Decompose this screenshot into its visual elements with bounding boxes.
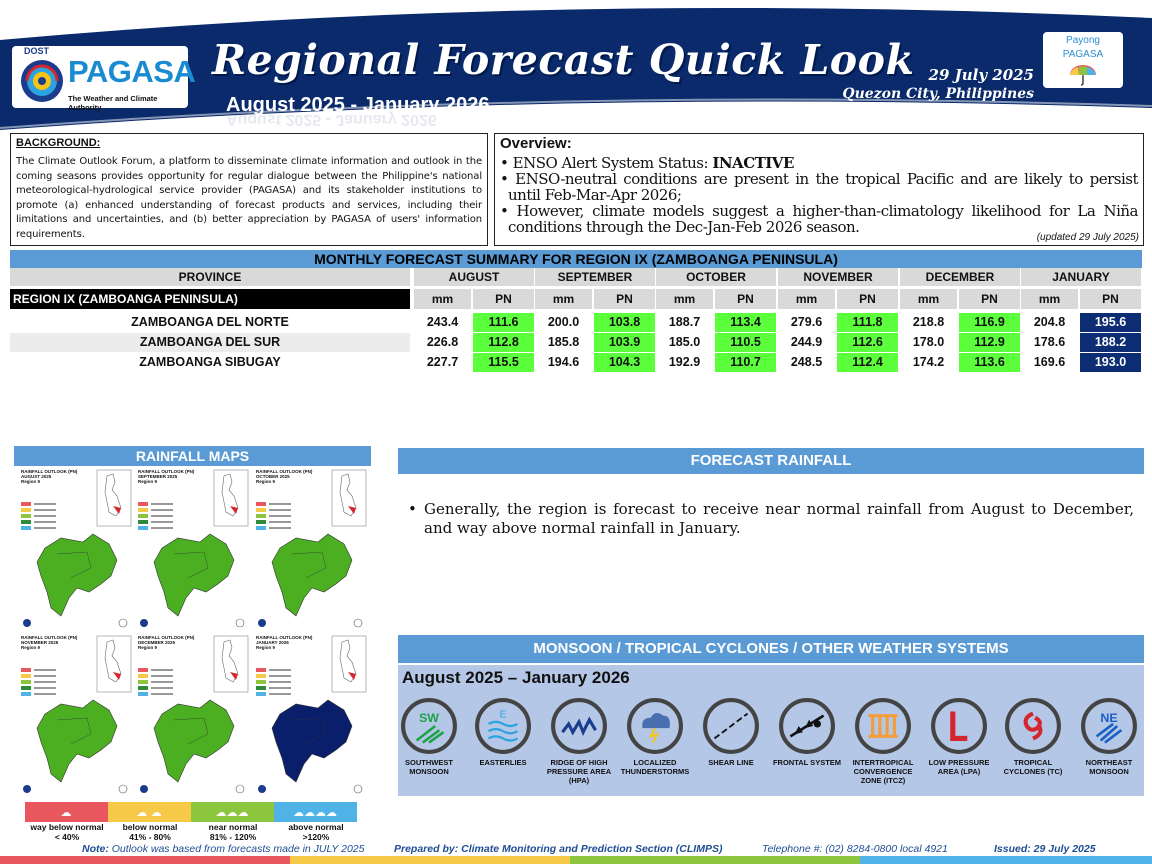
weather-symbol-icon bbox=[108, 802, 191, 822]
percent-normal-cell: 188.2 bbox=[1080, 333, 1141, 352]
overview-bullet-la-nina: • However, climate models suggest a higher-than-climatology likelihood for La Niña conditions through the Dec-Jan-Feb 2026 season. bbox=[500, 202, 1138, 236]
southwest-monsoon-icon bbox=[400, 697, 458, 755]
table-row bbox=[10, 313, 1142, 332]
footer-note bbox=[82, 843, 364, 855]
percent-normal-cell: 104.3 bbox=[594, 353, 655, 372]
map-title: RAINFALL OUTLOOK (PN) OCTOBER 2025 Region 9 bbox=[256, 469, 313, 484]
svg-text:NE: NE bbox=[1100, 710, 1118, 725]
enso-status-value: INACTIVE bbox=[712, 154, 794, 172]
weather-system-item bbox=[772, 697, 842, 767]
weather-system-label: SHEAR LINE bbox=[708, 758, 754, 767]
pagasa-logo bbox=[12, 46, 196, 112]
table-row bbox=[10, 353, 1142, 372]
region-map-icon bbox=[17, 468, 133, 631]
rainfall-maps-grid bbox=[14, 468, 371, 800]
unit-mm-header: mm bbox=[414, 289, 471, 309]
weather-system-item bbox=[620, 697, 690, 776]
issue-location: Quezon City, Philippines bbox=[842, 86, 1034, 102]
weather-system-label: TROPICAL CYCLONES (TC) bbox=[1003, 758, 1063, 776]
percent-normal-cell: 112.8 bbox=[473, 333, 534, 352]
bar-segment-yellow bbox=[290, 856, 570, 864]
weather-system-item bbox=[544, 697, 614, 785]
unit-pn-header: PN bbox=[1080, 289, 1141, 309]
province-name: ZAMBOANGA DEL NORTE bbox=[131, 315, 289, 329]
la-nina-text: However, climate models suggest a higher-than-climatology likelihood for La Niña conditions through the Dec-Jan-Feb 2026 season. bbox=[508, 202, 1138, 236]
month-header-november: NOVEMBER bbox=[778, 268, 898, 286]
percent-normal-cell: 193.0 bbox=[1080, 353, 1141, 372]
footer bbox=[0, 843, 1152, 857]
map-title: RAINFALL OUTLOOK (PN) JANUARY 2026 Region 9 bbox=[256, 635, 313, 650]
rainfall-map bbox=[134, 634, 250, 797]
weather-system-label: INTERTROPICAL CONVERGENCE ZONE (ITCZ) bbox=[852, 758, 914, 785]
unit-pn-header: PN bbox=[715, 289, 776, 309]
percent-normal-cell: 111.8 bbox=[837, 313, 898, 332]
svg-text:☁ ☁: ☁ ☁ bbox=[136, 806, 162, 819]
percent-normal-cell: 103.9 bbox=[594, 333, 655, 352]
enso-neutral-text: ENSO-neutral conditions are present in the tropical Pacific and are likely to persist until Feb-Mar-Apr 2026; bbox=[508, 170, 1138, 204]
svg-text:☁☁☁: ☁☁☁ bbox=[215, 806, 249, 819]
enso-status-prefix: ENSO Alert System Status: bbox=[512, 154, 713, 172]
percent-normal-cell: 111.6 bbox=[473, 313, 534, 332]
forecast-rainfall-heading: FORECAST RAINFALL bbox=[398, 448, 1144, 474]
rainfall-mm-cell: 194.6 bbox=[547, 355, 580, 369]
background-panel bbox=[10, 133, 488, 246]
region-map-icon bbox=[134, 468, 250, 631]
unit-pn-header: PN bbox=[473, 289, 534, 309]
forecast-rainfall-body: Generally, the region is forecast to receive near normal rainfall from August to December, and way above normal rainfall in January. bbox=[424, 500, 1134, 537]
bar-segment-green bbox=[570, 856, 860, 864]
weather-system-item bbox=[848, 697, 918, 785]
overview-bullet-enso-neutral: • ENSO-neutral conditions are present in the tropical Pacific and are likely to persist until Feb-Mar-Apr 2026; bbox=[500, 170, 1138, 204]
percent-normal-cell: 116.9 bbox=[959, 313, 1020, 332]
rainfall-mm-cell: 244.9 bbox=[790, 335, 823, 349]
bar-segment-blue bbox=[860, 856, 1152, 864]
weather-system-item bbox=[1074, 697, 1144, 776]
agency-tagline: The Weather and Climate Authority bbox=[68, 94, 158, 112]
rainfall-mm-cell: 169.6 bbox=[1033, 355, 1066, 369]
bullet-icon: • bbox=[408, 500, 417, 518]
ridge-hpa-icon bbox=[550, 697, 608, 755]
unit-mm-header: mm bbox=[1021, 289, 1078, 309]
legend-label: near normal 81% - 120% bbox=[208, 822, 258, 842]
rainfall-mm-cell: 200.0 bbox=[547, 315, 580, 329]
weather-system-item bbox=[696, 697, 766, 767]
weather-symbol-icon bbox=[191, 802, 274, 822]
rainfall-map bbox=[17, 468, 133, 631]
rainfall-mm-cell: 174.2 bbox=[912, 355, 945, 369]
map-title: RAINFALL OUTLOOK (PN) DECEMBER 2025 Region 9 bbox=[138, 635, 195, 650]
rainfall-mm-cell: 178.0 bbox=[912, 335, 945, 349]
weather-system-label: NORTHEAST MONSOON bbox=[1085, 758, 1133, 776]
footer-telephone: Telephone #: (02) 8284-0800 local 4921 bbox=[762, 843, 948, 855]
overview-updated: (updated 29 July 2025) bbox=[1036, 232, 1139, 243]
agency-name: PAGASA bbox=[68, 54, 196, 89]
weather-systems-panel bbox=[398, 665, 1144, 796]
legend-swatch bbox=[274, 802, 357, 822]
percent-normal-cell: 195.6 bbox=[1080, 313, 1141, 332]
percent-normal-cell: 112.6 bbox=[837, 333, 898, 352]
unit-pn-header: PN bbox=[837, 289, 898, 309]
weather-system-label: EASTERLIES bbox=[479, 758, 527, 767]
percent-normal-cell: 110.5 bbox=[715, 333, 776, 352]
weather-system-label: LOW PRESSURE AREA (LPA) bbox=[928, 758, 990, 776]
weather-system-label: RIDGE OF HIGH PRESSURE AREA (HPA) bbox=[546, 758, 612, 785]
rainfall-map bbox=[17, 634, 133, 797]
unit-pn-header: PN bbox=[959, 289, 1020, 309]
weather-system-label: SOUTHWEST MONSOON bbox=[405, 758, 453, 776]
umbrella-icon bbox=[1068, 64, 1098, 86]
legend-label: above normal >120% bbox=[288, 822, 344, 842]
footer-note-label: Note: bbox=[82, 843, 109, 855]
legend-swatch bbox=[191, 802, 274, 822]
table-month-header bbox=[10, 268, 1142, 288]
unit-mm-header: mm bbox=[778, 289, 835, 309]
rainfall-map bbox=[252, 468, 368, 631]
weather-system-item bbox=[998, 697, 1068, 776]
region-map-icon bbox=[252, 634, 368, 797]
province-name: ZAMBOANGA DEL SUR bbox=[10, 333, 410, 352]
table-row bbox=[10, 333, 1142, 352]
unit-pn-header: PN bbox=[594, 289, 655, 309]
rainfall-mm-cell: 185.8 bbox=[547, 335, 580, 349]
overview-heading: Overview: bbox=[500, 135, 572, 152]
rainfall-mm-cell: 192.9 bbox=[668, 355, 701, 369]
weather-systems-heading: MONSOON / TROPICAL CYCLONES / OTHER WEATHER SYSTEMS bbox=[398, 635, 1144, 663]
weather-symbol-icon bbox=[25, 802, 108, 822]
svg-text:SW: SW bbox=[419, 710, 439, 725]
weather-symbol-icon bbox=[274, 802, 357, 822]
legend-swatch bbox=[108, 802, 191, 822]
rainfall-mm-cell: 227.7 bbox=[426, 355, 459, 369]
table-unit-header bbox=[10, 289, 1142, 309]
footer-color-bar bbox=[0, 856, 1152, 864]
region-map-icon bbox=[17, 634, 133, 797]
dost-label: DOST bbox=[24, 46, 50, 56]
footer-note-text: Outlook was based from forecasts made in JULY 2025 bbox=[108, 843, 365, 855]
payong-pagasa-label: PAGASA bbox=[1062, 49, 1104, 60]
svg-text:☁☁☁☁: ☁☁☁☁ bbox=[293, 806, 337, 819]
weather-system-item bbox=[468, 697, 538, 767]
month-header-january: JANUARY bbox=[1021, 268, 1141, 286]
tropical-cyclone-icon bbox=[1004, 697, 1062, 755]
easterlies-icon bbox=[474, 697, 532, 755]
rainfall-mm-cell: 188.7 bbox=[668, 315, 701, 329]
percent-normal-cell: 113.4 bbox=[715, 313, 776, 332]
rainfall-mm-cell: 178.6 bbox=[1033, 335, 1066, 349]
footer-prepared: Prepared by: Climate Monitoring and Prediction Section (CLIMPS) bbox=[394, 843, 723, 855]
rainfall-legend bbox=[25, 802, 357, 822]
legend-swatch bbox=[25, 802, 108, 822]
region-label: REGION IX (ZAMBOANGA PENINSULA) bbox=[10, 289, 410, 309]
background-text: The Climate Outlook Forum, a platform to disseminate climate information and outlook in the coming seasons provides opportunity for regular dialogue between the Philippine's national meteorological-hydrological service provider (PAGASA) and its stakeholder institutions to promote (a) enhanced understanding of forecast products and services, including their limitations and uncertainties, and (b) better appreciation by PAGASA of users' information requirements. bbox=[16, 156, 482, 240]
rainfall-mm-cell: 204.8 bbox=[1033, 315, 1066, 329]
rainfall-map bbox=[134, 468, 250, 631]
payong-label: Payong bbox=[1066, 35, 1100, 46]
shear-line-icon bbox=[702, 697, 760, 755]
itcz-icon bbox=[854, 697, 912, 755]
map-title: RAINFALL OUTLOOK (PN) SEPTEMBER 2025 Region 9 bbox=[138, 469, 195, 484]
frontal-system-icon bbox=[778, 697, 836, 755]
payong-pagasa-logo bbox=[1043, 32, 1123, 88]
footer-issued: Issued: 29 July 2025 bbox=[994, 843, 1096, 855]
weather-systems-period: August 2025 – January 2026 bbox=[402, 668, 630, 687]
legend-label: way below normal < 40% bbox=[30, 822, 104, 842]
issue-date: 29 July 2025 bbox=[928, 66, 1034, 84]
percent-normal-cell: 103.8 bbox=[594, 313, 655, 332]
forecast-period-reflection: August 2025 - January 2026 bbox=[226, 111, 437, 128]
thunderstorm-icon bbox=[626, 697, 684, 755]
month-header-august: AUGUST bbox=[414, 268, 534, 286]
percent-normal-cell: 115.5 bbox=[473, 353, 534, 372]
weather-system-label: LOCALIZED THUNDERSTORMS bbox=[620, 758, 690, 776]
weather-system-item bbox=[924, 697, 994, 776]
rainfall-maps-heading: RAINFALL MAPS bbox=[14, 446, 371, 466]
unit-mm-header: mm bbox=[656, 289, 713, 309]
month-header-december: DECEMBER bbox=[900, 268, 1020, 286]
rainfall-map bbox=[252, 634, 368, 797]
forecast-summary-table bbox=[10, 250, 1142, 372]
percent-normal-cell: 113.6 bbox=[959, 353, 1020, 372]
province-header: PROVINCE bbox=[10, 268, 410, 286]
svg-text:E: E bbox=[499, 709, 507, 721]
rainfall-mm-cell: 243.4 bbox=[426, 315, 459, 329]
page-title: Regional Forecast Quick Look bbox=[212, 36, 915, 84]
percent-normal-cell: 112.9 bbox=[959, 333, 1020, 352]
background-heading: BACKGROUND: bbox=[16, 137, 101, 149]
map-title: RAINFALL OUTLOOK (PN) NOVEMBER 2025 Region 9 bbox=[21, 635, 78, 650]
month-header-october: OCTOBER bbox=[656, 268, 776, 286]
percent-normal-cell: 112.4 bbox=[837, 353, 898, 372]
region-map-icon bbox=[134, 634, 250, 797]
bar-segment-red bbox=[0, 856, 290, 864]
province-name: ZAMBOANGA SIBUGAY bbox=[139, 355, 281, 369]
weather-system-item bbox=[394, 697, 464, 776]
table-body bbox=[10, 313, 1142, 372]
legend-label: below normal 41% - 80% bbox=[122, 822, 178, 842]
rainfall-mm-cell: 279.6 bbox=[790, 315, 823, 329]
header-banner bbox=[0, 0, 1152, 130]
table-caption: MONTHLY FORECAST SUMMARY FOR REGION IX (ZAMBOANGA PENINSULA) bbox=[10, 250, 1142, 268]
forecast-rainfall-text bbox=[408, 500, 1134, 538]
region-map-icon bbox=[252, 468, 368, 631]
overview-panel bbox=[494, 133, 1144, 246]
rainfall-mm-cell: 248.5 bbox=[790, 355, 823, 369]
northeast-monsoon-icon bbox=[1080, 697, 1138, 755]
forecast-period: August 2025 - January 2026 bbox=[226, 94, 490, 116]
rainfall-mm-cell: 226.8 bbox=[426, 335, 459, 349]
unit-mm-header: mm bbox=[535, 289, 592, 309]
rainfall-mm-cell: 218.8 bbox=[912, 315, 945, 329]
overview-bullet-enso-status: • ENSO Alert System Status: INACTIVE bbox=[500, 154, 794, 172]
pagasa-seal-icon bbox=[19, 58, 65, 104]
map-title: RAINFALL OUTLOOK (PN) AUGUST 2025 Region 9 bbox=[21, 469, 78, 484]
unit-mm-header: mm bbox=[900, 289, 957, 309]
percent-normal-cell: 110.7 bbox=[715, 353, 776, 372]
weather-system-label: FRONTAL SYSTEM bbox=[772, 758, 842, 767]
rainfall-mm-cell: 185.0 bbox=[668, 335, 701, 349]
month-header-september: SEPTEMBER bbox=[535, 268, 655, 286]
lpa-icon bbox=[930, 697, 988, 755]
svg-text:☁: ☁ bbox=[60, 806, 72, 819]
